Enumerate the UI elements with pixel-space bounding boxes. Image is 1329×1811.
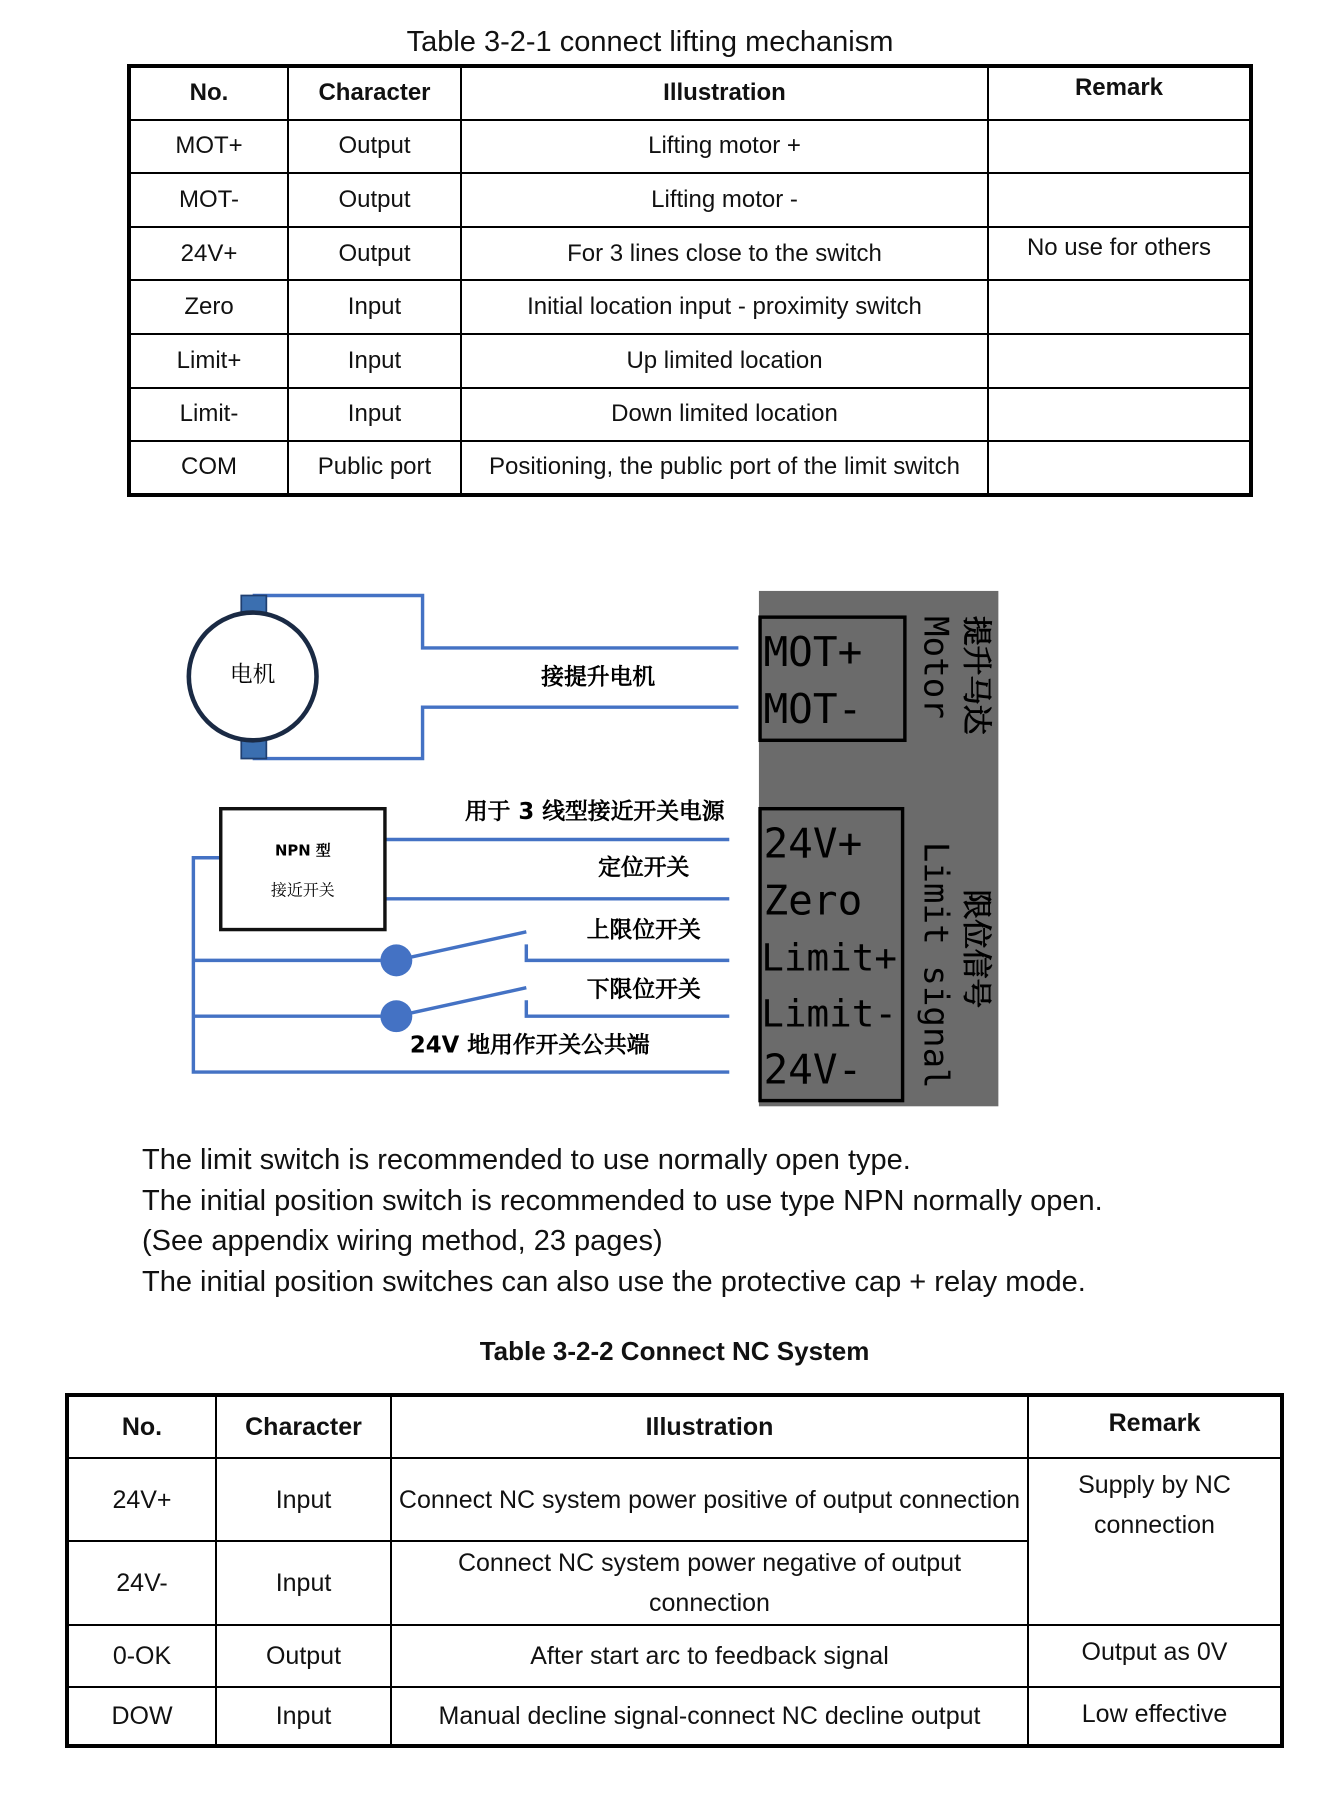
table-row [129, 173, 1251, 227]
cell-character: Public port [288, 441, 461, 495]
motor-group-label-cn: 提升马达 [959, 616, 995, 735]
cell-no: Limit- [129, 388, 288, 442]
cell-remark [988, 388, 1251, 442]
cell-remark [988, 280, 1251, 334]
cell-illustration: Down limited location [461, 388, 988, 442]
header-character: Character [216, 1395, 391, 1458]
npn-label-2: 接近开关 [270, 880, 335, 900]
wiring-diagram [142, 559, 1003, 1112]
header-remark: Remark [1028, 1395, 1282, 1458]
terminal-label: Limit+ [761, 935, 898, 980]
cell-remark: No use for others [988, 227, 1251, 281]
note-line: (See appendix wiring method, 23 pages) [142, 1225, 663, 1257]
table-row [129, 120, 1251, 174]
cell-character: Output [216, 1625, 391, 1687]
cell-illustration: Initial location input - proximity switch [461, 280, 988, 334]
terminal-label: Zero [763, 876, 863, 925]
cell-illustration: For 3 lines close to the switch [461, 227, 988, 281]
table-header-row [67, 1395, 1282, 1458]
table-row [129, 280, 1251, 334]
cell-character: Input [216, 1687, 391, 1746]
cell-remark [988, 120, 1251, 174]
table-row [129, 227, 1251, 281]
nc-system-table [65, 1393, 1284, 1748]
cell-no: 24V+ [129, 227, 288, 281]
table-row [129, 441, 1251, 495]
terminal-label: 24V- [763, 1045, 863, 1094]
cell-illustration: Lifting motor - [461, 173, 988, 227]
cell-no: MOT+ [129, 120, 288, 174]
header-character: Character [288, 66, 461, 120]
cell-character: Output [288, 173, 461, 227]
motor-group-label: Motor [915, 616, 956, 719]
cell-no: 24V+ [67, 1458, 216, 1541]
table-row [67, 1687, 1282, 1746]
header-no: No. [129, 66, 288, 120]
table1-title: Table 3-2-1 connect lifting mechanism [406, 26, 894, 58]
cell-character: Input [288, 334, 461, 388]
cell-remark [988, 441, 1251, 495]
table-row [129, 388, 1251, 442]
cell-illustration: Connect NC system power negative of output connection [391, 1541, 1028, 1625]
cell-illustration: Positioning, the public port of the limit switch [461, 441, 988, 495]
limit-group-label-cn: 限位信号 [959, 889, 995, 1009]
lifting-mechanism-table [127, 64, 1253, 497]
table-row [67, 1625, 1282, 1687]
terminal-label: 24V+ [763, 819, 863, 868]
note-line: The initial position switches can also use the protective cap + relay mode. [142, 1265, 1086, 1298]
cell-no: 24V- [67, 1541, 216, 1625]
cell-remark [988, 173, 1251, 227]
wire-label: 上限位开关 [586, 917, 701, 944]
note-line: The initial position switch is recommended to use type NPN normally open. [142, 1184, 1103, 1217]
cell-remark: Low effective [1028, 1687, 1282, 1746]
cell-no: COM [129, 441, 288, 495]
wire-label: 下限位开关 [586, 976, 701, 1003]
switch-pivot-icon [380, 1000, 412, 1032]
table-row [67, 1458, 1282, 1541]
terminal-label: MOT- [763, 685, 863, 734]
cell-no: Zero [129, 280, 288, 334]
cell-illustration: After start arc to feedback signal [391, 1625, 1028, 1687]
cell-illustration: Lifting motor + [461, 120, 988, 174]
cell-character: Output [288, 227, 461, 281]
cell-illustration: Connect NC system power positive of output connection [391, 1458, 1028, 1541]
cell-no: DOW [67, 1687, 216, 1746]
limit-group-label: Limit signal [915, 841, 956, 1089]
cell-illustration: Up limited location [461, 334, 988, 388]
cell-no: MOT- [129, 173, 288, 227]
table-header-row [129, 66, 1251, 120]
cell-character: Input [288, 388, 461, 442]
cell-no: Limit+ [129, 334, 288, 388]
header-remark: Remark [988, 66, 1251, 120]
cell-remark [988, 334, 1251, 388]
cell-remark: Output as 0V [1028, 1625, 1282, 1687]
terminal-label: MOT+ [763, 628, 863, 677]
switch-pivot-icon [380, 944, 412, 976]
cell-remark: Supply by NC connection [1028, 1458, 1282, 1625]
cell-character: Input [288, 280, 461, 334]
header-no: No. [67, 1395, 216, 1458]
motor-wire-label: 接提升电机 [541, 664, 656, 691]
table-row [129, 334, 1251, 388]
cell-no: 0-OK [67, 1625, 216, 1687]
table2-title: Table 3-2-2 Connect NC System [479, 1336, 870, 1366]
terminal-label: Limit- [761, 991, 898, 1036]
header-illustration: Illustration [391, 1395, 1028, 1458]
wire-label: 用于 3 线型接近开关电源 [464, 798, 725, 825]
cell-character: Output [288, 120, 461, 174]
cell-illustration: Manual decline signal-connect NC decline output [391, 1687, 1028, 1746]
note-line: The limit switch is recommended to use normally open type. [142, 1144, 911, 1176]
notes [142, 1140, 1103, 1302]
header-illustration: Illustration [461, 66, 988, 120]
cell-character: Input [216, 1458, 391, 1541]
wire-label: 24V 地用作开关公共端 [409, 1032, 650, 1059]
npn-sensor-box [221, 809, 385, 930]
motor-label: 电机 [229, 662, 276, 689]
cell-character: Input [216, 1541, 391, 1625]
wire-label: 定位开关 [598, 854, 690, 881]
npn-label: NPN 型 [275, 842, 331, 860]
